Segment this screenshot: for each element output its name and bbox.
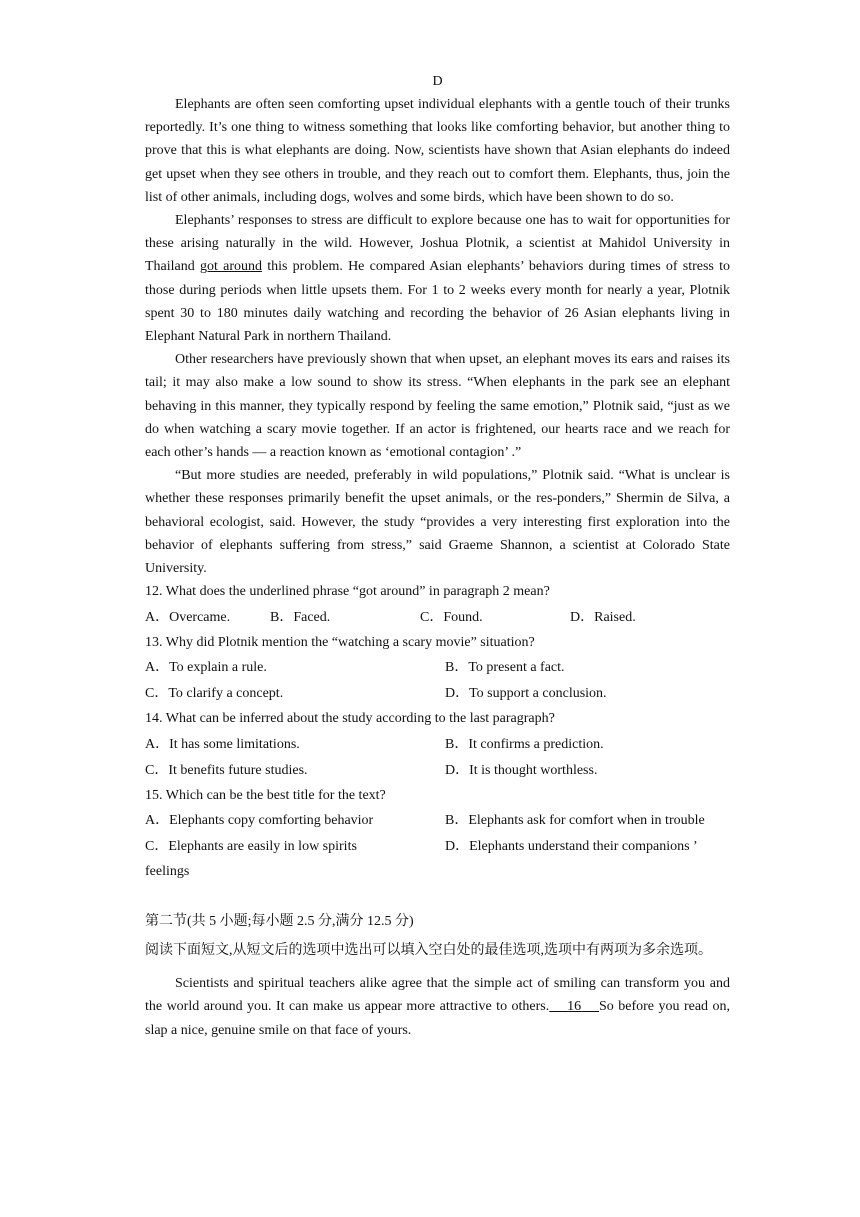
q15-option-d-continuation: feelings [145,864,190,880]
q14-option-c: C．It benefits future studies. [145,762,308,778]
section-2-instructions: 阅读下面短文,从短文后的选项中选出可以填入空白处的最佳选项,选项中有两项为多余选项。 [145,943,712,959]
question-12: 12. What does the underlined phrase “got around” in paragraph 2 mean? [145,584,550,600]
paragraph-1: Elephants are often seen comforting upset individual elephants with a gentle touch of their trunks reportedly. It’s one thing to witness something that looks like comforting behavior, but another thing to prove that this is what elephants are doing. Now, scientists have shown that Asian elephants do indeed get upset when they see others in trouble, and they reach out to comfort them. Elephants, thus, join the list of other animals, including dogs, wolves and some birds, which have been shown to do so. [145,97,730,205]
q14-option-d: D．It is thought worthless. [445,762,598,778]
paragraph-2 [145,209,730,348]
q13-option-d: D．To support a conclusion. [445,686,607,702]
question-14-options-row1 [145,732,730,758]
question-15: 15. Which can be the best title for the text? [145,787,386,803]
paragraph-4: “But more studies are needed, preferably in wild populations,” Plotnik said. “What is unclear is whether these responses primarily benefit the upset animals, or the res-ponders,” Shermin de Silva, a behavioral ecologist, said. However, the study “provides a very interesting first exploration into the behavior of elephants suffering from stress,” said Graeme Shannon, a scientist at Colorado State University. [145,468,730,577]
question-12-options [145,605,730,631]
paragraph-5-text-b: So before you read on, slap a nice, genuine smile on that face of yours. [145,999,730,1038]
q15-option-d: D．Elephants understand their companions ’ [445,839,698,855]
question-14-options-row2 [145,758,730,784]
passage-heading: D [432,74,443,89]
q13-option-b: B．To present a fact. [445,660,565,676]
question-15-options-row2 [145,834,730,860]
q12-option-b: B．Faced. [270,609,331,625]
paragraph-5 [145,972,730,1042]
underlined-phrase: got around [200,259,262,275]
q14-option-b: B．It confirms a prediction. [445,736,604,752]
q13-option-c: C．To clarify a concept. [145,686,284,702]
document-page [145,70,730,1042]
q13-option-a: A．To explain a rule. [145,660,267,676]
question-15-options-row1 [145,808,730,834]
paragraph-2-text-b: this problem. He compared Asian elephants’ behaviors during times of stress to those during periods when little upsets them. For 1 to 2 weeks every month for nearly a year, Plotnik spent 30 to 180 minutes daily watching and recording the behavior of 26 Asian elephants living in Elephant Natural Park in northern Thailand. [145,259,731,345]
question-14: 14. What can be inferred about the study according to the last paragraph? [145,711,555,727]
question-13: 13. Why did Plotnik mention the “watching a scary movie” situation? [145,634,535,650]
question-13-options-row2 [145,681,730,707]
blank-16 [549,999,599,1014]
section-2-title: 第二节(共 5 小题;每小题 2.5 分,满分 12.5 分) [145,914,414,930]
q15-option-c: C．Elephants are easily in low spirits [145,839,357,855]
paragraph-2-text-a: Elephants’ responses to stress are difficult to explore because one has to wait for opportunities for these arising naturally in the wild. However, Joshua Plotnik, a scientist at Mahidol University in Thailand [145,213,730,275]
q12-option-a: A．Overcame. [145,609,231,625]
q12-option-c: C．Found. [420,609,483,625]
blank-16-number: 16 [567,999,582,1015]
q14-option-a: A．It has some limitations. [145,736,300,752]
q12-option-d: D．Raised. [570,609,636,625]
q15-option-b: B．Elephants ask for comfort when in trouble [445,813,705,829]
q15-option-a: A．Elephants copy comforting behavior [145,813,374,829]
paragraph-3: Other researchers have previously shown that when upset, an elephant moves its ears and raises its tail; it may also make a low sound to show its stress. “When elephants in the park see an elephant behaving in this manner, they typically respond by feeling the same emotion,” Plotnik said, “just as we do when watching a scary movie together. If an actor is frightened, our hearts race and we reach for each other’s hands — a reaction known as ‘emotional contagion’ .” [145,352,730,461]
question-13-options-row1 [145,655,730,681]
paragraph-5-text-a: Scientists and spiritual teachers alike agree that the simple act of smiling can transform you and the world around you. It can make us appear more attractive to others. [145,976,730,1015]
